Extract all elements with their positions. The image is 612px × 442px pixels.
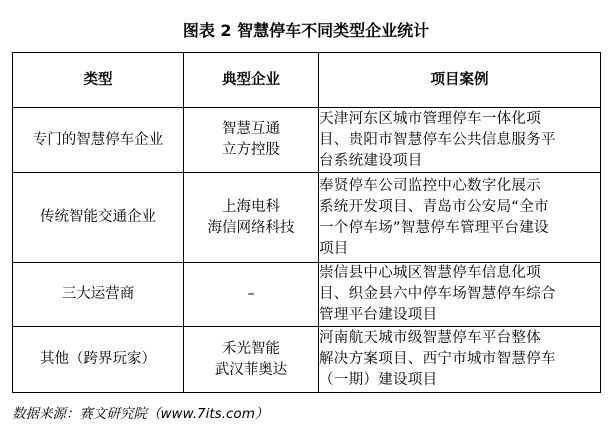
- header-type: 类型: [13, 53, 184, 108]
- case-text-line: 台系统建设项目: [319, 152, 423, 169]
- cases-cell: [319, 108, 601, 173]
- case-text-line: 目、织金县六中停车场智慧停车综合: [319, 286, 556, 302]
- table-row: [13, 108, 601, 173]
- company-name: 武汉菲奥达: [214, 361, 288, 378]
- case-text-line: 系统开发项目、青岛市公安局“全市: [319, 198, 549, 215]
- case-text-line: 目、贵阳市智慧停车公共信息服务平: [319, 131, 556, 148]
- company-cell: [184, 263, 319, 327]
- company-name: 立方控股: [222, 142, 280, 158]
- table-header-row: [13, 53, 601, 108]
- case-text-line: 奉贤停车公司监控中心数字化展示: [319, 177, 541, 194]
- case-text-line: 河南航天城市级智慧停车平台整体: [319, 330, 541, 346]
- table-row: [13, 173, 601, 263]
- company-cell: [184, 173, 319, 263]
- table-title: 图表 2 智慧停车不同类型企业统计: [182, 21, 430, 40]
- type-cell: 三大运营商: [13, 263, 184, 327]
- case-text-line: 崇信县中心城区智慧停车信息化项: [319, 265, 541, 281]
- table-row: [13, 327, 601, 393]
- company-name: 上海电科: [222, 198, 280, 215]
- company-name: 海信网络科技: [207, 219, 295, 236]
- company-name: –: [247, 286, 255, 302]
- case-text-line: 天津河东区城市管理停车一体化项: [319, 110, 541, 127]
- type-cell: 专门的智慧停车企业: [13, 108, 184, 173]
- enterprise-table: [12, 52, 601, 393]
- cases-cell: [319, 173, 601, 263]
- case-text-line: 解决方案项目、西宁市城市智慧停车: [319, 351, 556, 367]
- source-note: 数据来源：赛文研究院（www.7its.com）: [12, 406, 269, 422]
- case-text-line: （一期）建设项目: [319, 372, 438, 388]
- case-text-line: 一个停车场”智慧停车管理平台建设: [319, 219, 549, 236]
- company-cell: [184, 108, 319, 173]
- company-cell: [184, 327, 319, 393]
- type-cell: 传统智能交通企业: [13, 173, 184, 263]
- header-cases: 项目案例: [319, 53, 601, 108]
- header-company: 典型企业: [184, 53, 319, 108]
- cases-cell: [319, 327, 601, 393]
- case-text-line: 管理平台建设项目: [319, 307, 438, 323]
- cases-cell: [319, 263, 601, 327]
- company-name: 智慧互通: [222, 121, 280, 137]
- table-row: [13, 263, 601, 327]
- case-text-line: 项目: [319, 240, 349, 257]
- type-cell: 其他（跨界玩家）: [13, 327, 184, 393]
- company-name: 禾光智能: [222, 340, 280, 357]
